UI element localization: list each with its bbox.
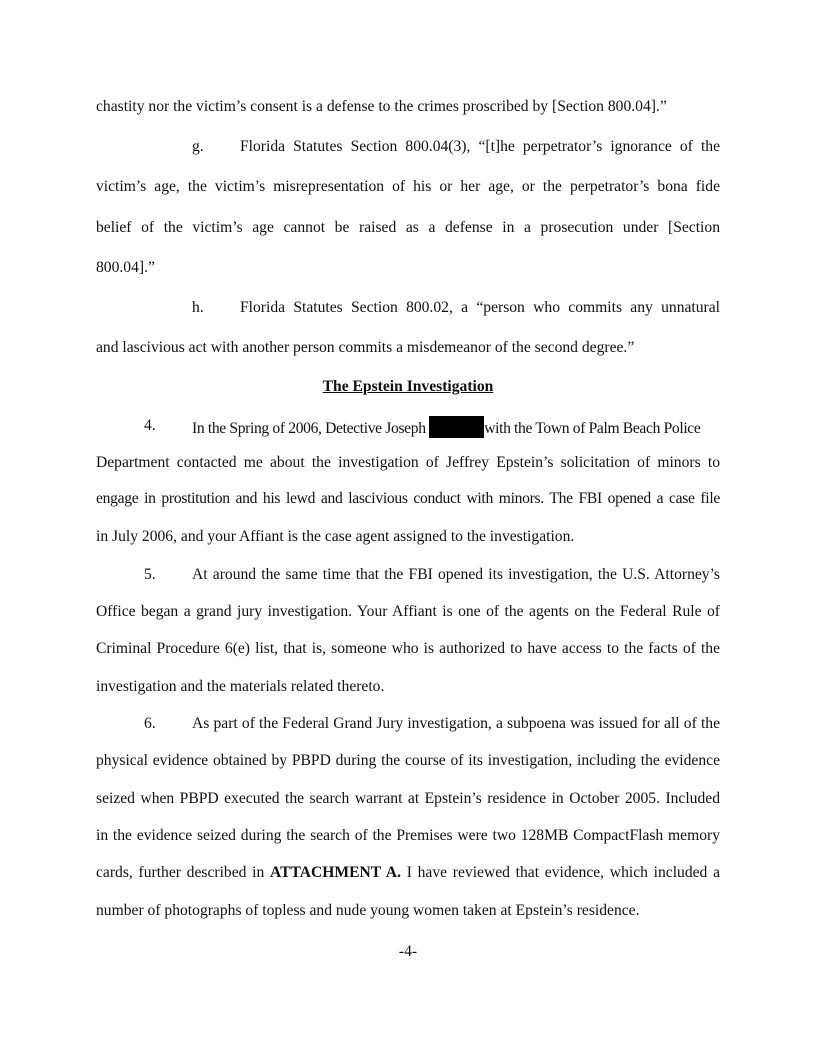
body-line: physical evidence obtained by PBPD during the course of its investigation, including the evidence — [96, 752, 720, 769]
paragraph-label-h: h. — [192, 299, 204, 316]
paragraph-h-text: Florida Statutes Section 800.02, a “person who commits any unnatural — [240, 299, 720, 316]
body-line: engage in prostitution and his lewd and lascivious conduct with minors. The FBI opened a case file — [96, 490, 720, 507]
attachment-line — [96, 863, 720, 883]
attachment-reference: ATTACHMENT A. — [270, 864, 401, 881]
attachment-line-after: I have reviewed that evidence, which included a — [400, 864, 720, 881]
paragraph-label-g: g. — [192, 138, 204, 155]
body-line: in July 2006, and your Affiant is the case agent assigned to the investigation. — [96, 528, 575, 545]
paragraph-number-4: 4. — [144, 417, 156, 434]
attachment-line-before: cards, further described in — [96, 864, 271, 881]
paragraph-g-text: Florida Statutes Section 800.04(3), “[t]he perpetrator’s ignorance of the — [240, 138, 720, 155]
page-number: -4- — [398, 943, 418, 960]
paragraph-4-first-line — [192, 416, 720, 439]
paragraph-6-text: As part of the Federal Grand Jury investigation, a subpoena was issued for all of the — [192, 715, 720, 732]
body-line: and lascivious act with another person commits a misdemeanor of the second degree.” — [96, 339, 635, 356]
body-line: investigation and the materials related thereto. — [96, 678, 385, 695]
body-line: chastity nor the victim’s consent is a defense to the crimes proscribed by [Section 800.04].” — [96, 98, 667, 115]
body-line: 800.04].” — [96, 259, 155, 276]
paragraph-5-text: At around the same time that the FBI opened its investigation, the U.S. Attorney’s — [192, 566, 720, 583]
body-line: victim’s age, the victim’s misrepresentation of his or her age, or the perpetrator’s bona fide — [96, 178, 720, 195]
body-line: belief of the victim’s age cannot be raised as a defense in a prosecution under [Section — [96, 219, 720, 236]
body-line: number of photographs of topless and nude young women taken at Epstein’s residence. — [96, 902, 640, 919]
paragraph-4-text-before: In the Spring of 2006, Detective Joseph — [192, 420, 430, 437]
body-line: Criminal Procedure 6(e) list, that is, someone who is authorized to have access to the facts of the — [96, 640, 720, 657]
paragraph-number-5: 5. — [144, 566, 156, 583]
body-line: Department contacted me about the investigation of Jeffrey Epstein’s solicitation of minors to — [96, 454, 720, 471]
paragraph-number-6: 6. — [144, 715, 156, 732]
redaction-box — [429, 416, 484, 438]
body-line: seized when PBPD executed the search warrant at Epstein’s residence in October 2005. Included — [96, 790, 720, 807]
section-heading: The Epstein Investigation — [322, 378, 494, 395]
paragraph-4-text-after: with the Town of Palm Beach Police — [484, 420, 701, 437]
body-line: Office began a grand jury investigation. Your Affiant is one of the agents on the Federal Rule of — [96, 603, 720, 620]
body-line: in the evidence seized during the search of the Premises were two 128MB CompactFlash memory — [96, 827, 720, 844]
